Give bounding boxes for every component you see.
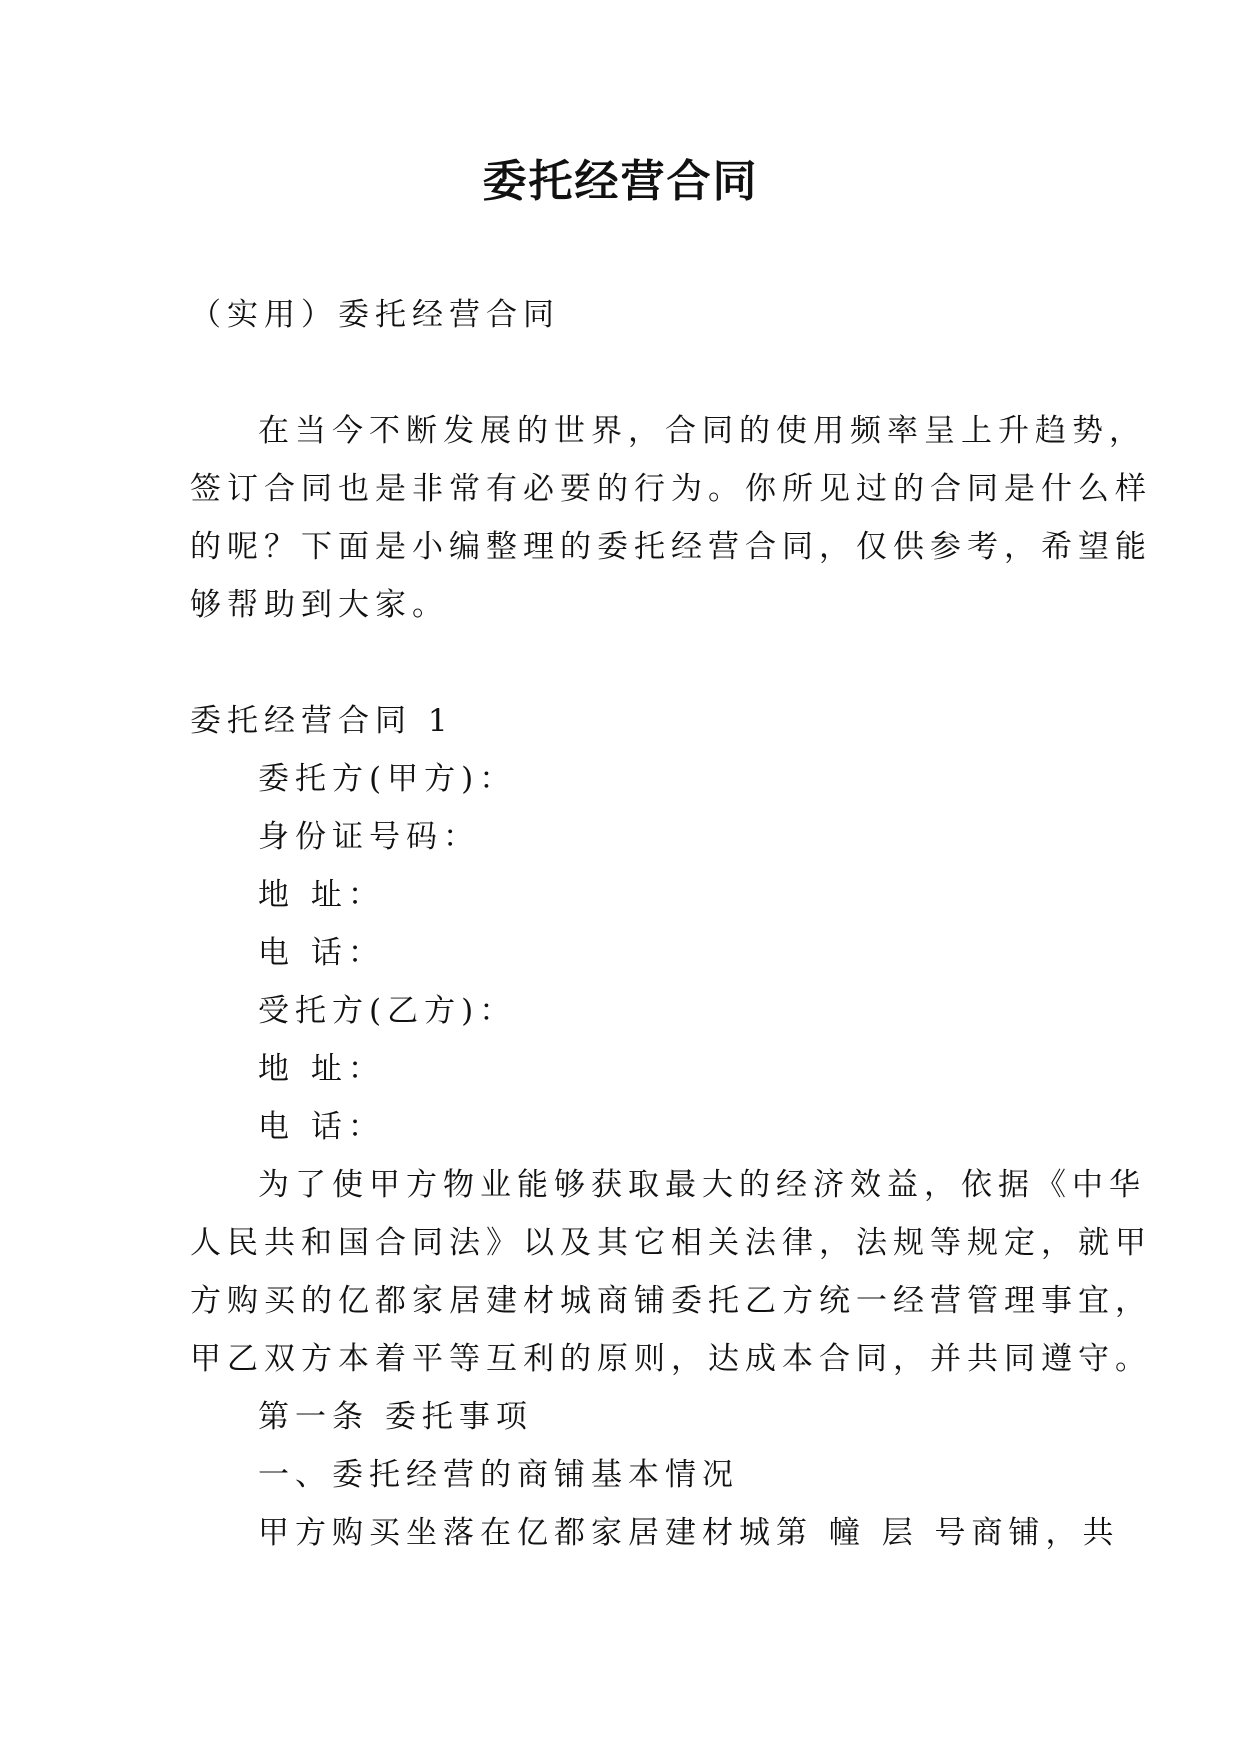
preamble-line: 为了使甲方物业能够获取最大的经济效益，依据《中华	[258, 1167, 1146, 1203]
field-client-party: 委托方(甲方)：	[258, 761, 517, 797]
intro-line: 在当今不断发展的世界，合同的使用频率呈上升趋势，	[258, 413, 1146, 449]
spacer	[190, 634, 1070, 692]
section-heading: 委托经营合同 1	[190, 703, 454, 739]
field-client-phone: 电 话：	[258, 935, 385, 971]
intro-line: 签订合同也是非常有必要的行为。你所见过的合同是什么样	[190, 471, 1152, 507]
article-1-text: 甲方购买坐落在亿都家居建材城第 幢 层 号商铺，共	[258, 1515, 1120, 1551]
preamble-line: 方购买的亿都家居建材城商铺委托乙方统一经营管理事宜，	[190, 1283, 1152, 1319]
document-title: 委托经营合同	[482, 156, 759, 207]
document-subtitle: （实用）委托经营合同	[190, 297, 560, 333]
intro-line: 的呢？下面是小编整理的委托经营合同，仅供参考，希望能	[190, 529, 1152, 565]
field-id-number: 身份证号码：	[258, 819, 480, 855]
field-client-address: 地 址：	[258, 877, 385, 913]
document-body	[190, 286, 1152, 1562]
field-trustee-address: 地 址：	[258, 1051, 385, 1087]
preamble-line: 甲乙双方本着平等互利的原则，达成本合同，并共同遵守。	[190, 1341, 1152, 1377]
field-trustee-party: 受托方(乙方)：	[258, 993, 517, 1029]
intro-line: 够帮助到大家。	[190, 587, 449, 623]
field-trustee-phone: 电 话：	[258, 1109, 385, 1145]
preamble-line: 人民共和国合同法》以及其它相关法律，法规等规定，就甲	[190, 1225, 1152, 1261]
article-1-heading: 第一条 委托事项	[258, 1399, 533, 1435]
article-1-item-1: 一、委托经营的商铺基本情况	[258, 1457, 739, 1493]
spacer	[190, 344, 1070, 402]
